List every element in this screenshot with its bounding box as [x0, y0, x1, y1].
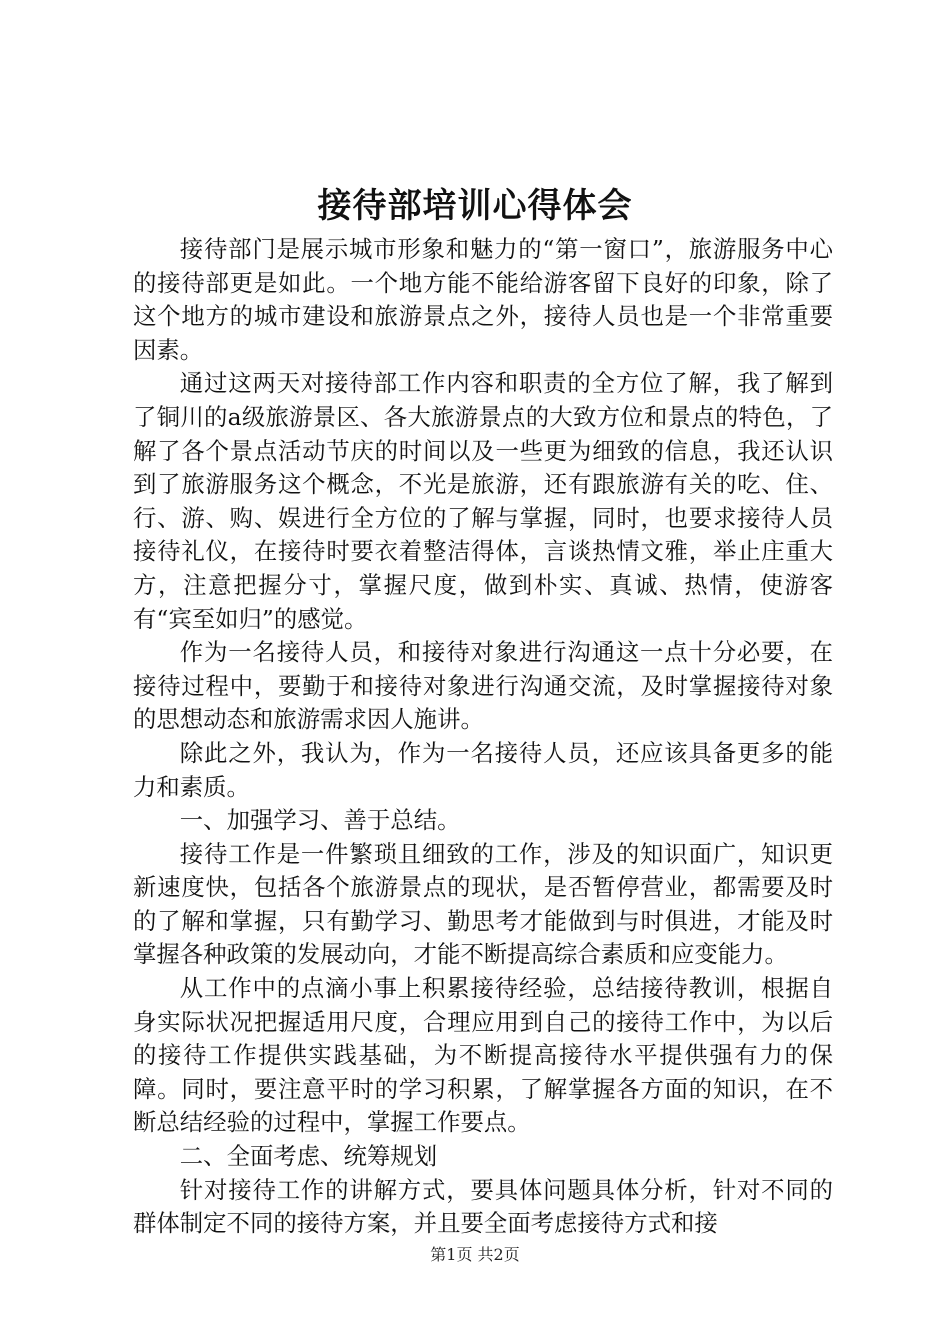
- paragraph: 除此之外，我认为，作为一名接待人员，还应该具备更多的能力和素质。: [133, 738, 833, 801]
- paragraph: 作为一名接待人员，和接待对象进行沟通这一点十分必要，在接待过程中，要勤于和接待对象进行沟通交流，及时掌握接待对象的思想动态和旅游需求因人施讲。: [133, 638, 833, 734]
- paragraph: 从工作中的点滴小事上积累接待经验，总结接待教训，根据自身实际状况把握适用尺度，合理应用到自己的接待工作中，为以后的接待工作提供实践基础，为不断提高接待水平提供强有力的保障。同时，要注意平时的学习积累，了解掌握各方面的知识，在不断总结经验的过程中，掌握工作要点。: [133, 974, 833, 1137]
- paragraph: 通过这两天对接待部工作内容和职责的全方位了解，我了解到了铜川的a级旅游景区、各大旅游景点的大致方位和景点的特色，了解了各个景点活动节庆的时间以及一些更为细致的信息，我还认识到了旅游服务这个概念，不光是旅游，还有跟旅游有关的吃、住、行、游、购、娱进行全方位的了解与掌握，同时，也要求接待人员接待礼仪，在接待时要衣着整洁得体，言谈热情文雅，举止庄重大方，注意把握分寸，掌握尺度，做到朴实、真诚、热情，使游客有“宾至如归”的感觉。: [133, 369, 833, 633]
- section-heading: 二、全面考虑、统筹规划: [179, 1142, 438, 1171]
- section-heading: 一、加强学习、善于总结。: [179, 806, 461, 835]
- paragraph: 接待工作是一件繁琐且细致的工作，涉及的知识面广，知识更新速度快，包括各个旅游景点的现状，是否暂停营业，都需要及时的了解和掌握，只有勤学习、勤思考才能做到与时俱进，才能及时掌握各种政策的发展动向，才能不断提高综合素质和应变能力。: [133, 839, 833, 969]
- document-title: 接待部培训心得体会: [317, 186, 633, 226]
- document-body: [133, 233, 833, 1241]
- paragraph: 针对接待工作的讲解方式，要具体问题具体分析，针对不同的群体制定不同的接待方案，并且要全面考虑接待方式和接: [133, 1175, 833, 1238]
- page-footer: 第1页 共2页: [430, 1245, 520, 1264]
- paragraph: 接待部门是展示城市形象和魅力的“第一窗口”，旅游服务中心的接待部更是如此。一个地方能不能给游客留下良好的印象，除了这个地方的城市建设和旅游景点之外，接待人员也是一个非常重要因素。: [133, 235, 833, 364]
